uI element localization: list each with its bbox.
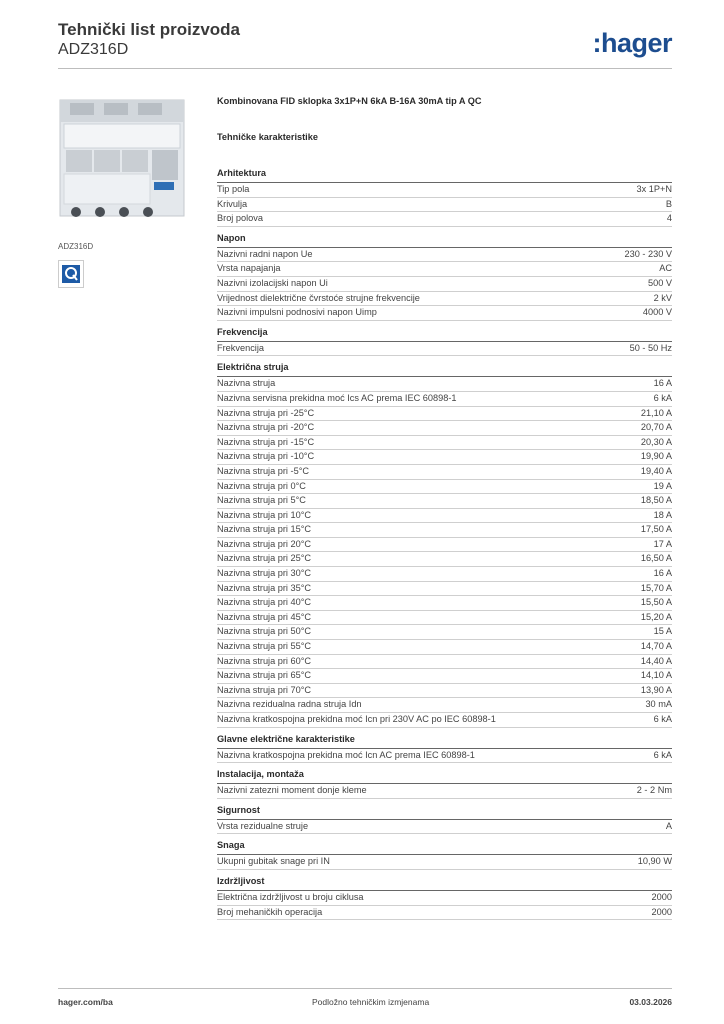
- spec-row: [217, 684, 672, 699]
- spec-value: AC: [659, 263, 672, 274]
- spec-value: 14,10 A: [640, 670, 672, 681]
- spec-label: Nazivna struja pri 15°C: [217, 524, 312, 535]
- spec-value: 15,70 A: [640, 582, 672, 593]
- section-title: Izdržljivost: [217, 876, 672, 891]
- spec-label: Nazivna struja pri 5°C: [217, 495, 306, 506]
- spec-row: [217, 262, 672, 277]
- footer-website[interactable]: hager.com/ba: [58, 997, 113, 1007]
- hager-logo: :hager: [592, 28, 672, 58]
- spec-row: [217, 407, 672, 422]
- spec-value: 10,90 W: [637, 856, 672, 867]
- footer-note: Podložno tehničkim izmjenama: [312, 997, 430, 1007]
- technical-characteristics-heading: Tehničke karakteristike: [217, 132, 318, 142]
- spec-value: 19,90 A: [640, 451, 672, 462]
- spec-label: Nazivna struja pri -20°C: [217, 422, 315, 433]
- spec-label: Broj polova: [217, 213, 263, 224]
- section-title: Glavne električne karakteristike: [217, 734, 672, 749]
- spec-value: 4: [666, 213, 672, 224]
- spec-row: [217, 183, 672, 198]
- spec-value: 20,70 A: [640, 422, 672, 433]
- spec-label: Vrsta rezidualne struje: [217, 820, 309, 831]
- spec-row: [217, 698, 672, 713]
- spec-section: [217, 840, 672, 870]
- spec-label: Vrijednost dielektrične čvrstoće strujne frekvencije: [217, 292, 420, 303]
- spec-value: 13,90 A: [640, 684, 672, 695]
- spec-label: Tip pola: [217, 184, 250, 194]
- spec-value: 20,30 A: [640, 436, 672, 447]
- document-title: Tehnički list proizvoda: [58, 20, 240, 39]
- spec-row: [217, 421, 672, 436]
- spec-label: Nazivna struja pri 25°C: [217, 553, 312, 564]
- header-divider: [58, 68, 672, 69]
- section-title: Sigurnost: [217, 805, 672, 820]
- spec-row: [217, 669, 672, 684]
- spec-label: Nazivni izolacijski napon Ui: [217, 277, 328, 288]
- spec-row: [217, 212, 672, 227]
- spec-row: [217, 906, 672, 921]
- spec-value: B: [665, 198, 672, 209]
- spec-value: 17,50 A: [640, 524, 672, 535]
- spec-section: [217, 876, 672, 920]
- page-header: [58, 20, 240, 60]
- spec-label: Nazivna struja pri -25°C: [217, 407, 315, 418]
- spec-value: 30 mA: [645, 699, 672, 710]
- spec-label: Nazivna servisna prekidna moć Ics AC prema IEC 60898-1: [217, 392, 457, 403]
- spec-value: 14,70 A: [640, 641, 672, 652]
- spec-row: [217, 198, 672, 213]
- spec-row: [217, 567, 672, 582]
- spec-label: Nazivna struja: [217, 378, 276, 389]
- section-title: Električna struja: [217, 362, 672, 377]
- spec-label: Nazivna struja pri -15°C: [217, 436, 315, 447]
- spec-value: 18,50 A: [640, 495, 672, 506]
- spec-row: [217, 625, 672, 640]
- spec-row: [217, 582, 672, 597]
- spec-value: 500 V: [647, 277, 672, 288]
- spec-label: Nazivna struja pri 40°C: [217, 597, 312, 608]
- spec-value: A: [665, 820, 672, 831]
- product-code: ADZ316D: [58, 41, 129, 58]
- product-image-column: [58, 94, 188, 288]
- spec-section: [217, 362, 672, 727]
- spec-value: 6 kA: [653, 392, 672, 403]
- spec-section: [217, 805, 672, 835]
- spec-row: [217, 611, 672, 626]
- spec-label: Nazivna struja pri 55°C: [217, 641, 312, 652]
- spec-label: Električna izdržljivost u broju ciklusa: [217, 891, 364, 902]
- spec-value: 6 kA: [653, 714, 672, 724]
- spec-row: [217, 655, 672, 670]
- specifications-column: [217, 96, 672, 920]
- spec-value: 2000: [651, 906, 672, 917]
- spec-value: 3x 1P+N: [636, 184, 672, 194]
- spec-label: Nazivna struja pri 35°C: [217, 582, 312, 593]
- spec-value: 16 A: [653, 568, 672, 579]
- spec-value: 15 A: [653, 626, 672, 637]
- spec-row: [217, 465, 672, 480]
- spec-row: [217, 277, 672, 292]
- spec-row: [217, 891, 672, 906]
- spec-row: [217, 820, 672, 835]
- quality-badge-icon: [58, 260, 84, 288]
- spec-label: Nazivna kratkospojna prekidna moć Icn pri 230V AC po IEC 60898-1: [217, 714, 496, 724]
- spec-value: 6 kA: [653, 749, 672, 760]
- product-name: Kombinovana FID sklopka 3x1P+N 6kA B-16A 30mA tip A QC: [217, 96, 482, 106]
- spec-row: [217, 292, 672, 307]
- spec-row: [217, 306, 672, 321]
- footer-date: 03.03.2026: [629, 997, 672, 1007]
- spec-section: [217, 168, 672, 227]
- spec-value: 4000 V: [642, 307, 672, 318]
- spec-value: 15,20 A: [640, 611, 672, 622]
- spec-row: [217, 749, 672, 764]
- spec-label: Nazivna struja pri 20°C: [217, 538, 312, 549]
- footer-divider: [58, 988, 672, 989]
- spec-label: Nazivna struja pri 60°C: [217, 655, 312, 666]
- spec-label: Nazivna struja pri 10°C: [217, 509, 312, 520]
- section-title: Napon: [217, 233, 672, 248]
- spec-row: [217, 377, 672, 392]
- spec-row: [217, 596, 672, 611]
- spec-value: 19 A: [653, 480, 672, 491]
- spec-label: Nazivna struja pri 45°C: [217, 611, 312, 622]
- spec-row: [217, 552, 672, 567]
- spec-row: [217, 538, 672, 553]
- spec-row: [217, 640, 672, 655]
- spec-row: [217, 342, 672, 357]
- spec-value: 230 - 230 V: [624, 248, 672, 259]
- spec-value: 14,40 A: [640, 655, 672, 666]
- spec-label: Nazivna kratkospojna prekidna moć Icn AC prema IEC 60898-1: [217, 749, 475, 760]
- spec-label: Nazivni impulsni podnosivi napon Uimp: [217, 307, 377, 318]
- spec-label: Nazivna struja pri 65°C: [217, 670, 312, 681]
- spec-row: [217, 855, 672, 870]
- spec-section: [217, 734, 672, 764]
- section-title: Instalacija, montaža: [217, 769, 672, 784]
- spec-value: 21,10 A: [640, 407, 672, 418]
- spec-label: Nazivna struja pri 50°C: [217, 626, 312, 637]
- section-title: Snaga: [217, 840, 672, 855]
- spec-section: [217, 233, 672, 321]
- spec-value: 18 A: [653, 509, 672, 520]
- spec-label: Frekvencija: [217, 342, 264, 353]
- spec-value: 2 - 2 Nm: [636, 785, 672, 796]
- spec-sections: [217, 168, 672, 920]
- spec-label: Nazivna struja pri 70°C: [217, 684, 312, 695]
- spec-value: 15,50 A: [640, 597, 672, 608]
- spec-row: [217, 523, 672, 538]
- section-title: Arhitektura: [217, 168, 672, 183]
- spec-label: Nazivni zatezni moment donje kleme: [217, 785, 367, 796]
- spec-value: 16 A: [653, 378, 672, 389]
- spec-label: Broj mehaničkih operacija: [217, 906, 323, 917]
- spec-row: [217, 436, 672, 451]
- spec-label: Nazivna struja pri -10°C: [217, 451, 315, 462]
- spec-value: 19,40 A: [640, 465, 672, 476]
- spec-row: [217, 494, 672, 509]
- spec-value: 50 - 50 Hz: [629, 342, 672, 353]
- spec-section: [217, 769, 672, 799]
- spec-label: Krivulja: [217, 198, 248, 209]
- spec-value: 2 kV: [653, 292, 672, 303]
- spec-row: [217, 713, 672, 728]
- spec-label: Ukupni gubitak snage pri IN: [217, 856, 330, 867]
- spec-row: [217, 392, 672, 407]
- spec-label: Nazivna struja pri 0°C: [217, 480, 306, 491]
- spec-section: [217, 327, 672, 357]
- spec-value: 2000: [651, 891, 672, 902]
- spec-value: 16,50 A: [640, 553, 672, 564]
- spec-value: 17 A: [653, 538, 672, 549]
- spec-row: [217, 784, 672, 799]
- spec-label: Nazivna rezidualna radna struja Idn: [217, 699, 362, 710]
- product-image-caption: ADZ316D: [58, 242, 94, 251]
- spec-row: [217, 248, 672, 263]
- section-title: Frekvencija: [217, 327, 672, 342]
- spec-label: Nazivna struja pri 30°C: [217, 568, 312, 579]
- spec-row: [217, 509, 672, 524]
- spec-row: [217, 450, 672, 465]
- product-image: [58, 94, 186, 234]
- spec-label: Nazivni radni napon Ue: [217, 248, 313, 259]
- spec-row: [217, 480, 672, 495]
- spec-label: Nazivna struja pri -5°C: [217, 465, 310, 476]
- spec-label: Vrsta napajanja: [217, 263, 281, 274]
